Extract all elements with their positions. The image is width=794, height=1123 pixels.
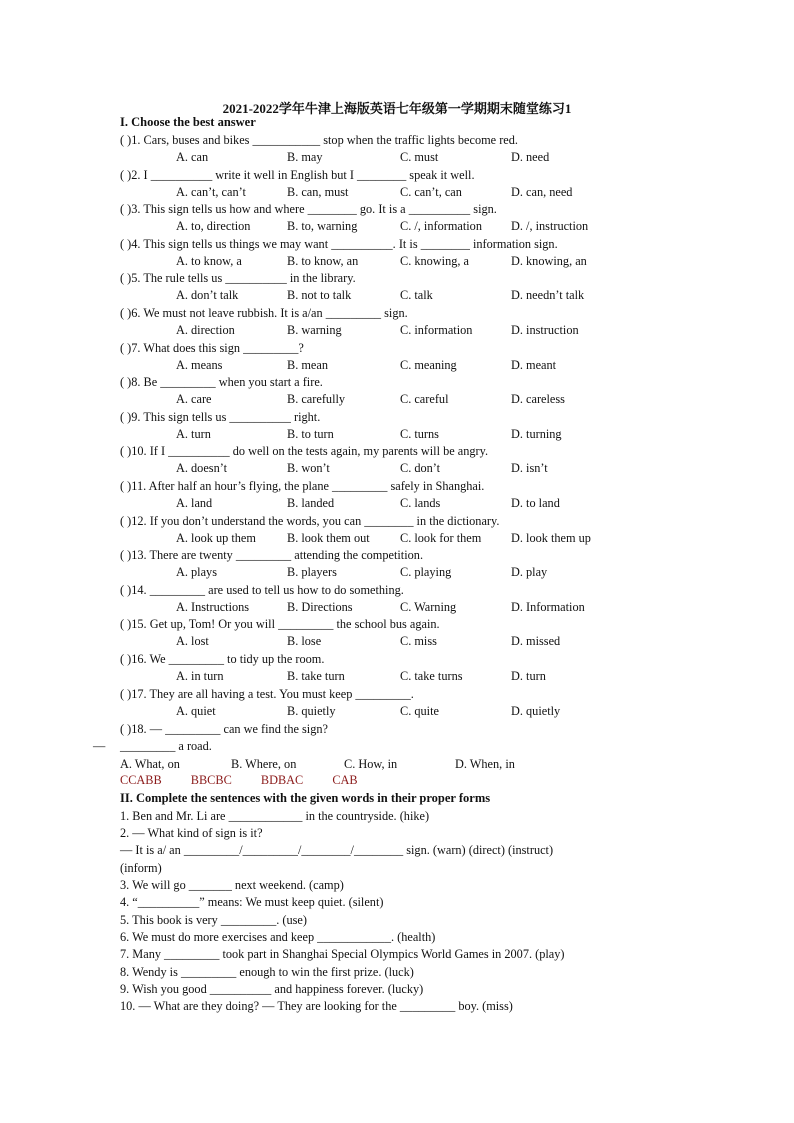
sentence-item: 7. Many _________ took part in Shanghai Special Olympics World Games in 2007. (play) xyxy=(120,947,565,961)
option-a: A. can xyxy=(176,150,209,164)
q18-dash: — xyxy=(93,739,106,753)
option-a: A. doesn’t xyxy=(176,461,228,476)
question-18-continuation: _________ a road. xyxy=(120,739,212,753)
sentence-item: 8. Wendy is _________ enough to win the first prize. (luck) xyxy=(120,965,414,979)
option-c: C. /, information xyxy=(400,219,482,234)
option-b: B. may xyxy=(287,150,323,164)
option-b: B. warning xyxy=(287,323,342,337)
option-d: D. can, need xyxy=(511,184,573,199)
option-d: D. knowing, an xyxy=(511,253,587,268)
option-b: B. take turn xyxy=(287,669,345,683)
option-b: B. players xyxy=(287,565,337,580)
section2-heading: II. Complete the sentences with the given words in their proper forms xyxy=(120,791,491,805)
option-c: C. must xyxy=(400,150,439,164)
question-1-stem: ( )1. Cars, buses and bikes ___________ stop when the traffic lights become red. xyxy=(120,133,518,147)
option-c: C. information xyxy=(400,323,473,337)
option-c: C. Warning xyxy=(400,599,457,614)
option-d: D. instruction xyxy=(511,323,579,337)
question-4-stem: ( )4. This sign tells us things we may want __________. It is ________ information sign. xyxy=(120,236,558,251)
q18-option-a: A. What, on xyxy=(120,757,180,771)
question-13-stem: ( )13. There are twenty _________ attending the competition. xyxy=(120,548,424,563)
option-b: B. landed xyxy=(287,496,335,510)
option-b: B. quietly xyxy=(287,703,336,718)
answer-group-1: CCABB xyxy=(120,773,162,787)
option-a: A. direction xyxy=(176,323,235,337)
option-d: D. meant xyxy=(511,357,557,372)
question-16-stem: ( )16. We _________ to tidy up the room. xyxy=(120,652,325,666)
page-title: 2021-2022学年牛津上海版英语七年级第一学期期末随堂练习1 xyxy=(222,101,572,116)
option-d: D. play xyxy=(511,565,548,580)
option-c: C. meaning xyxy=(400,357,457,372)
option-c: C. lands xyxy=(400,496,441,510)
sentence-item: 3. We will go _______ next weekend. (camp) xyxy=(120,878,344,892)
sentence-item: 5. This book is very _________. (use) xyxy=(120,913,307,927)
option-c: C. careful xyxy=(400,392,449,407)
option-a: A. don’t talk xyxy=(176,288,239,303)
question-12-stem: ( )12. If you don’t understand the words, you can ________ in the dictionary. xyxy=(120,513,500,528)
option-b: B. carefully xyxy=(287,392,346,407)
option-b: B. can, must xyxy=(287,184,349,199)
question-14-stem: ( )14. _________ are used to tell us how to do something. xyxy=(120,582,404,597)
option-d: D. isn’t xyxy=(511,461,548,476)
option-c: C. don’t xyxy=(400,461,441,476)
option-a: A. means xyxy=(176,357,223,372)
option-c: C. quite xyxy=(400,703,439,718)
sentence-item: 4. “__________” means: We must keep quiet. (silent) xyxy=(120,895,384,909)
option-c: C. take turns xyxy=(400,669,463,683)
q18-option-c: C. How, in xyxy=(344,757,398,771)
option-a: A. care xyxy=(176,392,212,407)
option-a: A. land xyxy=(176,496,213,510)
option-a: A. turn xyxy=(176,426,211,441)
q18-option-d: D. When, in xyxy=(455,757,515,771)
option-c: C. knowing, a xyxy=(400,253,469,268)
question-7-stem: ( )7. What does this sign _________? xyxy=(120,340,304,355)
option-d: D. careless xyxy=(511,392,565,407)
option-d: D. to land xyxy=(511,496,560,510)
answer-group-3: BDBAC xyxy=(260,773,304,787)
sentence-item: 1. Ben and Mr. Li are ____________ in the countryside. (hike) xyxy=(120,809,430,823)
option-d: D. turn xyxy=(511,669,546,683)
option-a: A. look up them xyxy=(176,530,256,545)
question-3-stem: ( )3. This sign tells us how and where ________ go. It is a __________ sign. xyxy=(120,202,497,217)
option-c: C. talk xyxy=(400,288,433,303)
sentence-item: 9. Wish you good __________ and happiness forever. (lucky) xyxy=(120,982,424,996)
option-d: D. /, instruction xyxy=(511,219,589,234)
option-d: D. look them up xyxy=(511,530,591,545)
question-15-stem: ( )15. Get up, Tom! Or you will _________ the school bus again. xyxy=(120,617,440,632)
option-b: B. mean xyxy=(287,357,328,372)
sentence-item: 2. — What kind of sign is it? xyxy=(120,826,263,840)
option-a: A. lost xyxy=(176,634,209,649)
option-b: B. look them out xyxy=(287,530,370,545)
option-a: A. quiet xyxy=(176,703,216,718)
question-18-stem: ( )18. — _________ can we find the sign? xyxy=(120,722,328,736)
option-a: A. plays xyxy=(176,565,217,580)
option-a: A. to know, a xyxy=(176,253,242,268)
option-b: B. won’t xyxy=(287,461,330,476)
question-11-stem: ( )11. After half an hour’s flying, the plane _________ safely in Shanghai. xyxy=(120,479,485,493)
q18-option-b: B. Where, on xyxy=(231,757,297,771)
option-d: D. needn’t talk xyxy=(511,288,585,303)
section1-heading: I. Choose the best answer xyxy=(120,115,256,129)
sentence-item: (inform) xyxy=(120,861,162,875)
option-b: B. to know, an xyxy=(287,253,359,268)
answer-group-2: BBCBC xyxy=(190,773,232,787)
option-b: B. lose xyxy=(287,634,322,649)
option-d: D. turning xyxy=(511,426,562,441)
question-5-stem: ( )5. The rule tells us __________ in the library. xyxy=(120,271,356,286)
question-6-stem: ( )6. We must not leave rubbish. It is a/an _________ sign. xyxy=(120,306,408,320)
question-2-stem: ( )2. I __________ write it well in English but I ________ speak it well. xyxy=(120,167,475,182)
sentence-item: — It is a/ an _________/_________/________/________ sign. (warn) (direct) (instruct) xyxy=(120,843,554,857)
option-c: C. look for them xyxy=(400,530,482,545)
answer-group-4: CAB xyxy=(332,773,358,787)
option-d: D. missed xyxy=(511,634,561,649)
sentence-item: 6. We must do more exercises and keep ____________. (health) xyxy=(120,930,436,944)
answer-key xyxy=(120,773,384,788)
option-a: A. can’t, can’t xyxy=(176,184,246,199)
option-a: A. Instructions xyxy=(176,599,250,614)
option-c: C. playing xyxy=(400,565,452,580)
option-d: D. Information xyxy=(511,599,585,614)
option-c: C. turns xyxy=(400,426,439,441)
option-c: C. can’t, can xyxy=(400,184,462,199)
option-d: D. quietly xyxy=(511,703,561,718)
question-10-stem: ( )10. If I __________ do well on the tests again, my parents will be angry. xyxy=(120,444,489,459)
option-b: B. to, warning xyxy=(287,219,358,234)
option-a: A. to, direction xyxy=(176,219,251,234)
option-b: B. to turn xyxy=(287,426,334,441)
option-a: A. in turn xyxy=(176,669,224,683)
option-b: B. not to talk xyxy=(287,288,352,303)
option-c: C. miss xyxy=(400,634,437,649)
sentence-item: 10. — What are they doing? — They are looking for the _________ boy. (miss) xyxy=(120,999,513,1013)
option-d: D. need xyxy=(511,150,550,164)
question-8-stem: ( )8. Be _________ when you start a fire. xyxy=(120,375,323,390)
question-9-stem: ( )9. This sign tells us __________ right. xyxy=(120,409,321,424)
option-b: B. Directions xyxy=(287,599,353,614)
question-17-stem: ( )17. They are all having a test. You must keep _________. xyxy=(120,686,414,701)
